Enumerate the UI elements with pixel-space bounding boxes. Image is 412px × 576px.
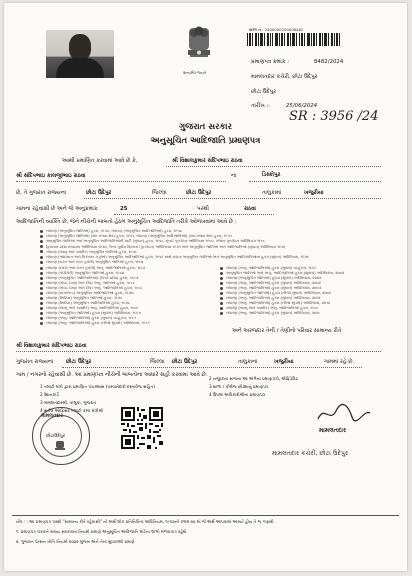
basis-intro: ગામ / નગરનો રહેવાસી છે. આ પ્રમાણપત્ર નીચેની બાબતોના આધારે સહી કરવામાં આવે છે. <box>16 372 208 378</box>
bullet-icon <box>40 230 43 233</box>
bullet-icon <box>220 302 223 305</box>
order-item-text: બંધારણ (ગોવા, દમણ અને દીવ) અનુ. આદિજાતિઓ હુકમ, ૧૯૬૮ <box>46 286 143 290</box>
seal-emblem-icon <box>53 441 67 451</box>
order-clause-text: બંધારણ (અનુસૂચિત જાતિઓ) હુકમ, ૧૯૫૦, બંધારણ (અનુસૂચિત આદિજાતિઓ) હુકમ, ૧૯૫૦ <box>46 229 182 233</box>
certify-prefix: આથી પ્રમાણિત કરવામાં આવે છે કે, <box>62 158 138 164</box>
seal-subtext: છોટાઉદેપુર <box>46 434 66 439</box>
district-name-3: છોટા ઉદેપુર <box>66 359 92 365</box>
bullet-icon <box>40 282 43 285</box>
father-name: શ્રી સંદિપભાઇ કાલજીભાઇ રાઠવા <box>16 173 86 179</box>
bullet-icon <box>40 322 43 325</box>
bullet-icon <box>40 277 43 280</box>
from-label: પરથી <box>197 206 209 212</box>
bullet-icon <box>220 272 223 275</box>
district-label-2: જિલ્લા <box>150 359 165 365</box>
tribe-paragraph: આદિજાતિની વ્યક્તિ છે, જેને નીચેની બાબતો હેઠળ અનુસૂચિત આદિજાતિ તરીકે ઓળખવામાં આવે છે : <box>16 219 237 225</box>
footer-note-1: ૧. પ્રમાણપત્ર ધારકને રાજ્ય સરકારના નિયમો પ્રમાણે અનુસૂચિત આદિજાતિ માટેના લાભો મળવાપાત્ર રહેશે. <box>16 529 188 534</box>
taluka-label-2: તાલુકાના <box>238 359 258 365</box>
bullet-icon <box>220 297 223 300</box>
taluka-label: તાલુકામાં <box>262 190 282 196</box>
order-clause-text: હિમાચલ પ્રદેશ રાજ્યના અધિનિયમ ૧૯૭૦, ઉત્તર પૂર્વીય વિસ્તારો (પુનર્ગઠન) અધિનિયમ ૧૯૭૧ અને અનુસૂચિત જાતિઓ અને આદિજાતિઓ (સુધારા) અધિનિયમ ૧૯૭૬ <box>46 244 286 249</box>
state-emblem-icon <box>180 25 218 69</box>
order-item-text: બંધારણ (અનુસૂચિત આદિજાતિઓ) (ઉત્તર પ્રદેશ) હુકમ, ૧૯૬૭ <box>46 276 139 280</box>
basis-item: 1 તલાટી મંત્રી દ્વારા પ્રમાણિત પંચક્યાસ (પરવાનેદારી દસ્તાવેજ સહિત) <box>40 384 155 389</box>
state-prefix: છે, તે ગુજરાત રાજ્યના <box>16 190 67 196</box>
handwritten-sr-number: SR : 3956 /24 <box>289 109 379 124</box>
date-value: 25/06/2024 <box>286 103 318 109</box>
qr-code <box>121 407 163 449</box>
order-item-text: બંધારણ (સિક્કિમ) અનુસૂચિત જાતિઓ હુકમ, ૧૯૭૮ <box>46 296 123 300</box>
tribe-name: રાઠવા <box>244 206 256 212</box>
signature-mark <box>314 401 374 425</box>
bullet-icon <box>40 261 43 264</box>
order-item-text: બંધારણ (અનુ. આદિજાતિઓ) હુકમ (સુધારા) અધિનિયમ, ૨૦૧૬ <box>226 311 321 315</box>
na-label: ના <box>231 173 237 179</box>
bullet-icon <box>40 287 43 290</box>
state-prefix-2: ગુજરાત રાજ્યના <box>16 359 54 365</box>
office-name: મામલતદાર કચેરી, છોટા ઉદેપુર <box>251 74 318 80</box>
order-item-text: બંધારણ (પોંડીચેરી) અનુસૂચિત જાતિઓ હુકમ, ૧૯૬૪ <box>46 271 124 275</box>
order-clause-text: બંધારણ (જમ્મુ અને કાશ્મીર) અનુસૂચિત જાતિઓ હુકમ, ૧૯૫૬ <box>46 249 137 254</box>
order-clause-text: બંધારણ (આંદામાન અને નિકોબાર ટાપુઓ) અનુસૂચિત આદિજાતિઓ હુકમ, ૧૯૫૯ સાથે વાંચતા અનુસૂચિત જાતિઓ અને અનુસૂચિત આદિજાતિઓના હુકમ (સુધારા) અધિનિયમ, ૧૯૭૬ <box>46 255 309 260</box>
bullet-icon <box>40 235 43 238</box>
order-item-text: બંધારણ (અનુ. આદિજાતિઓ) હુકમ (બીજો સુધારો) અધિનિયમ, ૧૯૯૧ <box>46 321 150 325</box>
orders-right-column <box>220 266 390 316</box>
footer-note-2: ૨. ગુજરાત પેન્શન નીતિ નિયમો ૨૦૦૨ મુજબ અને તેના સુધારાઓ પ્રમાણે <box>16 539 135 544</box>
applicant-name-2: શ્રી વિશાલકુમાર સંદિપભાઇ રાઠવા <box>16 343 87 349</box>
order-item-text: બંધારણ (અનુ. આદિજાતિઓ) હુકમ (સુધારા) વટહુકમ, ૧૯૯૬ <box>226 266 317 270</box>
bullet-icon <box>220 307 223 310</box>
taluka-name: ખજુરીયા <box>304 190 324 196</box>
applicant-photo <box>46 30 114 78</box>
basis-item: 4 ઉપલા અધિકારીશ્રીના પ્રમાણપત્ર <box>209 392 266 397</box>
sr-number: સરલ નં : 2400000200008482 <box>249 27 304 32</box>
certificate-title: અનુસૂચિત આદિજાતિ પ્રમાણપત્ર <box>150 136 261 146</box>
order-item-text: બંધારણ (દાદરા અને નગર હવેલી) અનુ. આદિજાતિઓ હુકમ, ૧૯૬૨ <box>46 266 146 270</box>
order-item-text: બંધારણ (અનુ. આદિજાતિઓ) હુકમ (સુધારા) અધિનિયમ, ૨૦૦૩ <box>226 286 322 290</box>
order-clause-text: બંધારણ (દાદરા અને નગર હવેલી) અનુસૂચિત જાતિઓ હુકમ, ૧૯૬૨ <box>46 260 144 265</box>
district-name-2: છોટા ઉદેપુર <box>186 190 212 196</box>
order-item-text: બંધારણ (નાગાલેન્ડ) અનુસૂચિત આદિજાતિઓ હુકમ, ૧૯૭૦ <box>46 291 134 295</box>
order-item-text: બંધારણ (અનુ. આદિજાતિઓ) હુકમ (સુધારા) વટહુકમ, ૧૯૯૧ <box>46 316 137 320</box>
bullet-icon <box>220 312 223 315</box>
bullet-icon <box>40 272 43 275</box>
certificate-page <box>4 3 407 571</box>
bullet-icon <box>220 292 223 295</box>
order-item-text: અનુસૂચિત જાતિઓ અને અનુ. આદિજાતિઓ હુકમ (સુધારા) અધિનિયમ, ૨૦૦૨ <box>226 271 345 275</box>
basis-right-column <box>209 375 384 399</box>
bullet-icon <box>40 245 43 248</box>
cert-number-value: 8482/2024 <box>314 59 344 65</box>
bullet-icon <box>40 267 43 270</box>
district-name: છોટા ઉદેપુર <box>86 190 112 196</box>
bullet-icon <box>40 302 43 305</box>
basis-item: 3 શાળા / કોલેજ છોડ્યાનું પ્રમાણપત્ર <box>209 384 269 389</box>
resident-prefix: ગામના રહેવાસી છે અને જે અનુક્રમાંક <box>16 206 98 212</box>
bullet-icon <box>40 317 43 320</box>
order-item <box>40 321 205 326</box>
orders-left-column <box>40 266 205 326</box>
order-item-text: બંધારણ (અનુ. આદિજાતિઓ) હુકમ (બીજો સુધારો) અધિનિયમ, ૨૦૧૨ <box>226 301 330 305</box>
bullet-icon <box>40 240 43 243</box>
order-item-text: બંધારણ (જમ્મુ અને કાશ્મીર) અનુ. આદિજાતિઓ હુકમ, ૧૯૮૯ <box>46 306 139 310</box>
date-label: તારીખ :- <box>251 103 271 109</box>
bullet-icon <box>40 312 43 315</box>
order-item-text: બંધારણ (અનુસૂચિત જાતિઓ) હુકમ (બીજો સુધારો) અધિનિયમ, ૨૦૦૨ <box>226 291 331 295</box>
bullet-icon <box>40 256 43 259</box>
order-item-text: બંધારણ (અનુ. આદિજાતિઓ) હુકમ (સુધારા) અધિનિયમ, ૨૦૧૨ <box>226 296 321 300</box>
order-clause-text: બંધારણ (અનુસૂચિત જાતિઓ) (સંઘ રાજ્ય ક્ષેત્ર) હુકમ, ૧૯૫૧, બંધારણ (અનુસૂચિત આદિજાતિઓ) (સંઘ રાજ્ય ક્ષેત્ર) હુકમ, ૧૯૫૧ <box>46 234 232 239</box>
footer-note: નોંધ : - આ પ્રમાણપત્ર પરથી "સામાન્ય રીતે રહેવાસી" નો અર્થ લોક પ્રતિનિધિત્વ અધિનિયમ, ૧૯૫૦ની કલમ ૨૦ માં જે અર્થ આપવામાં આવ્યો હોય તે જ ગણાશે. <box>16 519 275 524</box>
signatory-office: મામલતદાર કચેરી, છોટા ઉદેપુર <box>272 450 349 457</box>
serial-number: 25 <box>120 206 128 212</box>
taluka-name-2: ખજુરીયા <box>274 359 294 365</box>
bullet-icon <box>40 297 43 300</box>
official-seal <box>32 407 90 465</box>
cert-number-label: પ્રમાણપત્ર ક્રમાંક : <box>251 59 290 65</box>
order-item-text: બંધારણ (ગોવા, દમણ અને દીવ) અનુ. જાતિઓ હુકમ, ૧૯૬૮ <box>46 281 135 285</box>
order-item-text: બંધારણ (અનુ. આદિજાતિઓ) હુકમ (સુધારા) અધિનિયમ, ૨૦૦૨ <box>226 281 321 285</box>
bullet-icon <box>220 287 223 290</box>
signatory-designation: મામલતદાર <box>319 427 347 434</box>
order-item-text: બંધારણ (અનુસૂચિત જાતિઓ) હુકમ (સુધારા) અધિનિયમ, ૨૦૦૨ <box>226 276 322 280</box>
order-item <box>220 311 390 316</box>
basis-item: 4 સર્કલ ઓફિસર તલાટી કમ્પ મંત્રીશ્રી <box>40 408 104 413</box>
order-item-text: બંધારણ (અનુસૂચિત જાતિઓ) હુકમ (સુધારા) અધિનિયમ, ૧૯૯૦ <box>46 311 141 315</box>
district-label: જિલ્લા <box>152 190 167 196</box>
bullet-icon <box>40 307 43 310</box>
barcode <box>247 33 342 46</box>
village-name: ડિસ્કોપુર <box>262 172 281 178</box>
bullet-icon <box>220 282 223 285</box>
bullet-icon <box>220 267 223 270</box>
order-item-text: બંધારણ (જમ્મુ અને કાશ્મીર) અનુ. આદિજાતિઓ હુકમ, ૧૯૮૯ <box>226 306 319 310</box>
basis-item: 2 નજીકના સગાના આ અંગેના પ્રમાણપત્રો, એફિડેવિટ <box>209 376 299 381</box>
resident-line: અને અરજદાર તેની / તેણીનો પરિવાર સામાન્ય રીતે <box>232 328 342 334</box>
basis-item: 2 રેશનકાર્ડ <box>40 392 59 397</box>
order-clause <box>40 260 380 265</box>
seal-text: મામલતદાર <box>41 413 63 419</box>
basis-item: 3 મામલતદારશ્રી, તાલુકા, ગુજરાત <box>40 400 97 405</box>
office-district: છોટા ઉદેપુર <box>251 89 277 95</box>
lives-in-village: ગામમાં રહે છે. <box>324 359 355 365</box>
order-item-text: બંધારણ (સિક્કિમ) અનુસૂચિત આદિજાતિઓ હુકમ, ૧૯૭૮ <box>46 301 130 305</box>
order-clauses <box>40 229 380 265</box>
district-name-4: છોટા ઉદેપુર <box>172 359 198 365</box>
government-title: ગુજરાત સરકાર <box>178 122 233 132</box>
bullet-icon <box>220 277 223 280</box>
order-clause-text: અનુસૂચિત જાતિઓ અને અનુસૂચિત આદિજાતિઓની યાદી (સુધારા) હુકમ, ૧૯૫૬, મુંબઈ પુનર્ગઠન અધિનિયમ ૧૯૬૦, પંજાબ પુનર્ગઠન અધિનિયમ ૧૯૬૬ <box>46 239 265 244</box>
bullet-icon <box>40 250 43 253</box>
emblem-caption: સત્યમેવ જયતે <box>183 70 207 75</box>
bullet-icon <box>40 292 43 295</box>
applicant-name: શ્રી વિશાલકુમાર સંદિપભાઇ રાઠવા <box>172 158 243 164</box>
